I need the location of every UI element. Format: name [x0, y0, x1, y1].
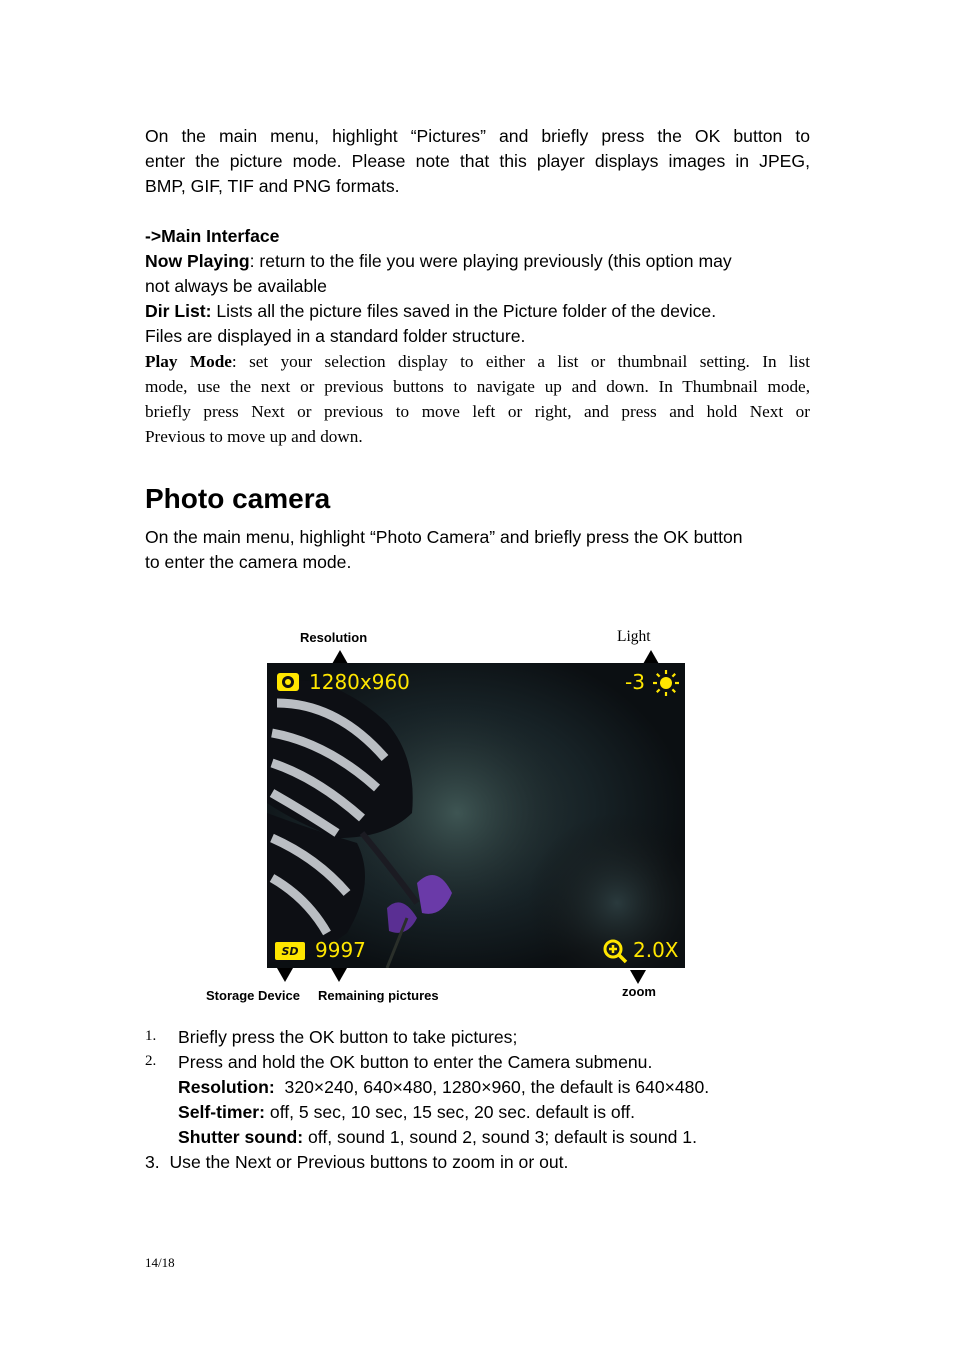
zoom-in-icon: [602, 938, 628, 964]
submenu-label: Resolution:: [178, 1077, 275, 1097]
step-number: 1.: [145, 1028, 157, 1044]
section-title: Photo camera: [145, 483, 331, 514]
camera-mode-icon: [277, 673, 299, 691]
play-mode-text: mode, use the next or previous buttons to navigate up and down. In Thumbnail mode,: [145, 377, 810, 396]
osd-zoom: 2.0X: [633, 938, 679, 962]
label-resolution: Resolution: [300, 630, 368, 645]
submenu-text: 320×240, 640×480, 1280×960, the default is 640×480.: [274, 1077, 710, 1097]
step-number: 2.: [145, 1053, 157, 1069]
arrow-up-icon: [643, 650, 659, 664]
osd-resolution: 1280x960: [309, 670, 410, 694]
play-mode-line: [145, 349, 810, 374]
osd-storage: SD: [281, 945, 299, 958]
submenu-text: off, 5 sec, 10 sec, 15 sec, 20 sec. default is off.: [265, 1102, 636, 1122]
submenu-label: Shutter sound:: [178, 1127, 304, 1147]
submenu-self-timer: [178, 1100, 635, 1125]
now-playing-label: Now Playing: [145, 251, 250, 271]
dir-list-line: [145, 299, 810, 324]
page-number: 14/18: [145, 1255, 175, 1270]
submenu-resolution: [178, 1075, 709, 1100]
submenu-label: Self-timer:: [178, 1102, 266, 1122]
label-remaining-pictures: Remaining pictures: [318, 988, 439, 1003]
submenu-text: off, sound 1, sound 2, sound 3; default is sound 1.: [303, 1127, 697, 1147]
intro-line: On the main menu, highlight “Photo Camera” and briefly press the OK button: [145, 527, 743, 547]
intro-paragraph: [145, 124, 810, 199]
sd-card-icon: [275, 942, 305, 960]
main-interface-section: [145, 224, 810, 449]
step-text: Briefly press the OK button to take pictures;: [178, 1027, 518, 1047]
camera-screen: [267, 663, 685, 968]
play-mode-text: Previous to move up and down.: [145, 427, 363, 446]
now-playing-line: [145, 249, 810, 274]
submenu-shutter-sound: [178, 1125, 697, 1150]
dir-list-label: Dir List:: [145, 301, 212, 321]
arrow-down-icon: [630, 970, 646, 984]
now-playing-text: not always be available: [145, 276, 327, 296]
play-mode-text: briefly press Next or previous to move left or right, and press and hold Next or: [145, 402, 810, 421]
label-light: Light: [617, 628, 651, 645]
arrow-up-icon: [332, 650, 348, 664]
photo-camera-intro: [145, 525, 810, 575]
intro-line: enter the picture mode. Please note that this player displays images in JPEG,: [145, 151, 810, 171]
arrow-down-icon: [277, 968, 293, 982]
osd-light-level: -3: [625, 670, 645, 694]
label-zoom: zoom: [622, 984, 656, 999]
intro-line: to enter the camera mode.: [145, 552, 352, 572]
step-text: Press and hold the OK button to enter the Camera submenu.: [178, 1052, 653, 1072]
play-mode-label: Play Mode: [145, 352, 232, 371]
intro-line: On the main menu, highlight “Pictures” and briefly press the OK button to: [145, 126, 810, 146]
butterfly-photo: [267, 663, 685, 968]
label-storage-device: Storage Device: [206, 988, 300, 1003]
dir-list-text: Lists all the picture files saved in the Picture folder of the device.: [211, 301, 717, 321]
intro-line: BMP, GIF, TIF and PNG formats.: [145, 176, 400, 196]
main-interface-heading: ->Main Interface: [145, 226, 280, 246]
arrow-down-icon: [331, 968, 347, 982]
osd-remaining: 9997: [315, 938, 366, 962]
sun-icon: [652, 669, 680, 697]
play-mode-text: : set your selection display to either a list or thumbnail setting. In list: [231, 352, 810, 371]
now-playing-text: : return to the file you were playing previously (this option may: [249, 251, 732, 271]
step-text: 3. Use the Next or Previous buttons to zoom in or out.: [145, 1152, 569, 1172]
dir-list-text: Files are displayed in a standard folder structure.: [145, 326, 526, 346]
